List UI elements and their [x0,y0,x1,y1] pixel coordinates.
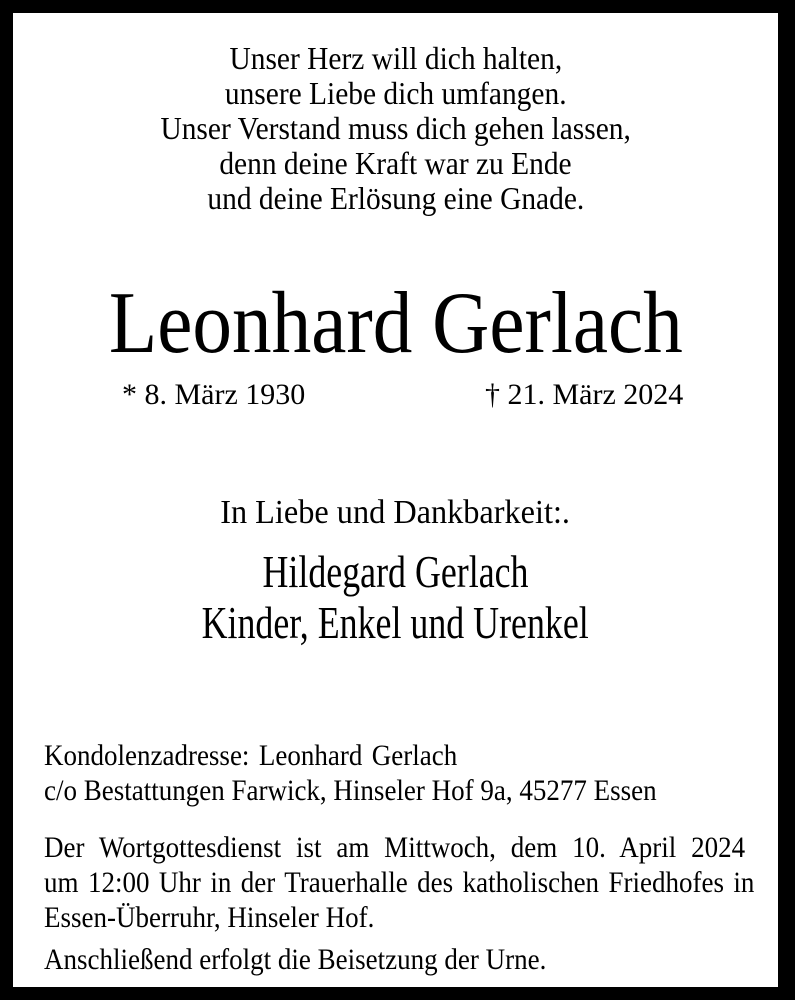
poem-line-3-text: Unser Verstand muss dich gehen lassen, [160,110,631,146]
tribute-intro-text: In Liebe und Dankbarkeit:. [220,494,571,531]
service-line-3 [44,900,758,935]
obituary-paper [13,13,778,987]
service-line-1-text: Der Wortgottesdienst ist am Mittwoch, dem 10. April 2024 [44,831,746,864]
service-line-3-text: Essen-Überruhr, Hinseler Hof. [44,901,375,934]
service-line-1 [44,830,758,865]
poem-line-5-text: und deine Erlösung eine Gnade. [207,180,584,216]
birth-date [122,378,305,412]
condolence-line-1 [44,738,758,773]
mourner-hildegard-text: Hildegard Gerlach [262,546,529,597]
poem-line-4-text: denn deine Kraft war zu Ende [219,145,572,181]
condolence-line-2 [44,773,758,808]
birth-date-text: * 8. März 1930 [122,378,306,411]
condolence-line-2-text: c/o Bestattungen Farwick, Hinseler Hof 9a, 45277 Essen [44,774,657,807]
poem-line-4 [13,146,778,181]
death-date-text: † 21. März 2024 [485,378,684,411]
mourner-hildegard [13,547,778,597]
death-date [485,378,683,412]
burial-note-text: Anschließend erfolgt die Beisetzung der Urne. [44,943,547,976]
mourner-family [13,598,778,648]
condolence-line-1-text: Kondolenzadresse: Leonhard Gerlach [44,739,458,772]
deceased-name-text: Leonhard Gerlach [108,275,683,372]
poem-line-2 [13,76,778,111]
mourner-family-text: Kinder, Enkel und Urenkel [201,597,590,648]
service-line-2-text: um 12:00 Uhr in der Trauerhalle des katholischen Friedhofes in [44,866,755,899]
poem-line-2-text: unsere Liebe dich umfangen. [224,75,567,111]
poem-line-5 [13,181,778,216]
service-line-2 [44,865,758,900]
memorial-poem [13,41,778,216]
burial-note [44,942,758,977]
tribute-intro [13,494,778,532]
condolence-address [44,738,758,808]
service-announcement [44,830,758,935]
poem-line-1 [13,41,778,76]
poem-line-1-text: Unser Herz will dich halten, [229,40,562,76]
deceased-name [13,275,778,372]
poem-line-3 [13,111,778,146]
